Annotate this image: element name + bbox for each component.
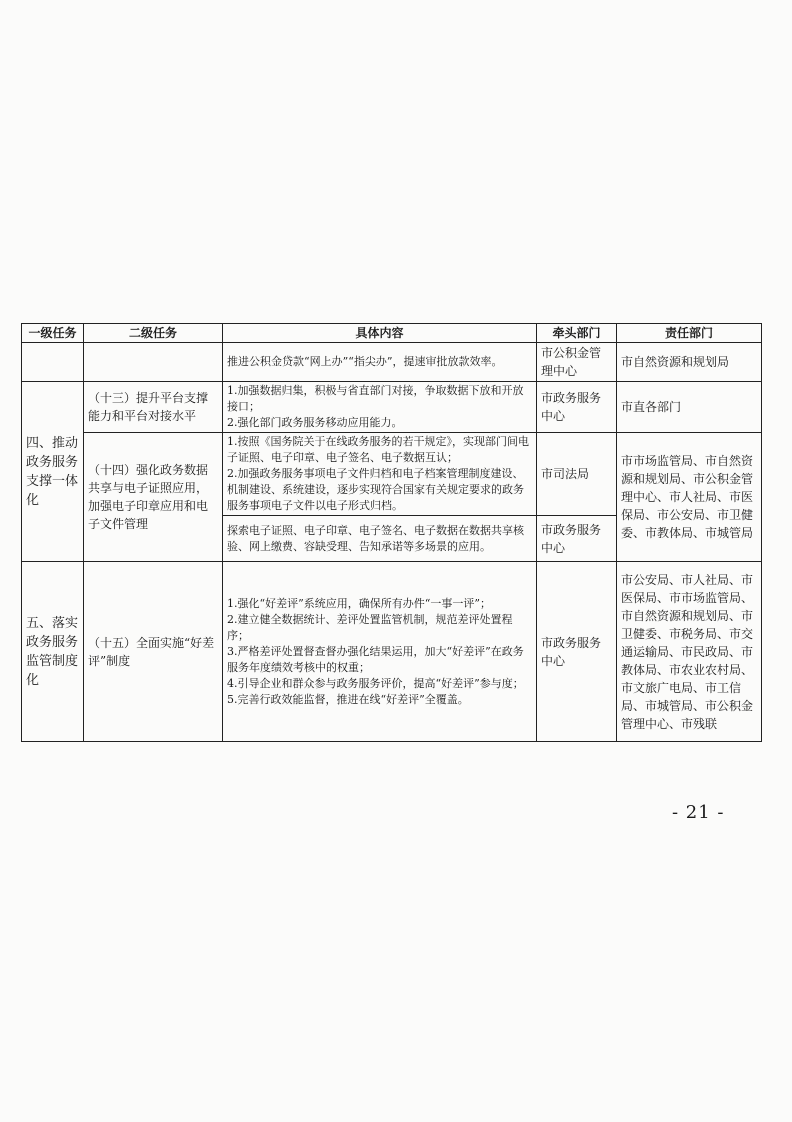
table-header-row <box>22 324 762 343</box>
content-line: 探索电子证照、电子印章、电子签名、电子数据在数据共享核验、网上缴费、容缺受理、告知承诺等多场景的应用。 <box>227 523 524 553</box>
content-line: 推进公积金贷款“网上办”“指尖办”，提速审批放款效率。 <box>227 355 503 368</box>
content-cell <box>223 343 537 382</box>
responsible-dept-cell: 市市场监管局、市自然资源和规划局、市公积金管理中心、市人社局、市医保局、市公安局、市卫健委、市教体局、市城管局 <box>617 433 762 562</box>
level1-cell <box>22 343 84 382</box>
lead-dept-cell: 市政务服务中心 <box>537 516 617 562</box>
lead-dept-cell: 市公积金管理中心 <box>537 343 617 382</box>
level2-cell: （十五）全面实施“好差评”制度 <box>84 562 223 742</box>
table-row <box>22 562 762 742</box>
level2-cell <box>84 343 223 382</box>
content-line: 1.按照《国务院关于在线政务服务的若干规定》，实现部门间电子证照、电子印章、电子签名、电子数据互认； <box>227 435 529 464</box>
content-line: 3.严格差评处置督查督办强化结果运用，加大“好差评”在政务服务年度绩效考核中的权重； <box>227 644 524 674</box>
content-line: 5.完善行政效能监督，推进在线“好差评”全覆盖。 <box>227 692 469 706</box>
content-cell <box>223 562 537 742</box>
table-row <box>22 343 762 382</box>
responsible-dept-cell: 市自然资源和规划局 <box>617 343 762 382</box>
content-cell <box>223 433 537 516</box>
lead-dept-cell: 市政务服务中心 <box>537 382 617 433</box>
level1-cell: 五、落实政务服务监管制度化 <box>22 562 84 742</box>
level2-cell: （十三）提升平台支撑能力和平台对接水平 <box>84 382 223 433</box>
level2-cell: （十四）强化政务数据共享与电子证照应用，加强电子印章应用和电子文件管理 <box>84 433 223 562</box>
responsible-dept-cell: 市公安局、市人社局、市医保局、市市场监管局、市自然资源和规划局、市卫健委、市税务局、市交通运输局、市民政局、市教体局、市农业农村局、市文旅广电局、市工信局、市城管局、市公积金管理中心、市残联 <box>617 562 762 742</box>
task-table <box>21 323 762 742</box>
page-number: - 21 - <box>672 802 725 823</box>
header-level1: 一级任务 <box>22 324 84 343</box>
header-responsible-dept: 责任部门 <box>617 324 762 343</box>
level1-cell: 四、推动政务服务支撑一体化 <box>22 382 84 562</box>
content-line: 2.强化部门政务服务移动应用能力。 <box>227 416 403 429</box>
header-content: 具体内容 <box>223 324 537 343</box>
responsible-dept-cell: 市直各部门 <box>617 382 762 433</box>
content-line: 2.建立健全数据统计、差评处置监管机制，规范差评处置程序； <box>227 612 513 642</box>
content-line: 4.引导企业和群众参与政务服务评价，提高“好差评”参与度； <box>227 676 524 690</box>
lead-dept-cell: 市政务服务中心 <box>537 562 617 742</box>
table-row <box>22 433 762 516</box>
content-cell <box>223 382 537 433</box>
content-cell <box>223 516 537 562</box>
content-line: 2.加强政务服务事项电子文件归档和电子档案管理制度建设、机制建设、系统建设，逐步实现符合国家有关规定要求的政务服务事项电子文件以电子形式归档。 <box>227 467 524 512</box>
header-level2: 二级任务 <box>84 324 223 343</box>
content-line: 1.加强数据归集，积极与省直部门对接，争取数据下放和开放接口； <box>227 384 524 413</box>
header-lead-dept: 牵头部门 <box>537 324 617 343</box>
table-row <box>22 382 762 433</box>
lead-dept-cell: 市司法局 <box>537 433 617 516</box>
content-line: 1.强化“好差评”系统应用，确保所有办件“一事一评”； <box>227 596 491 610</box>
